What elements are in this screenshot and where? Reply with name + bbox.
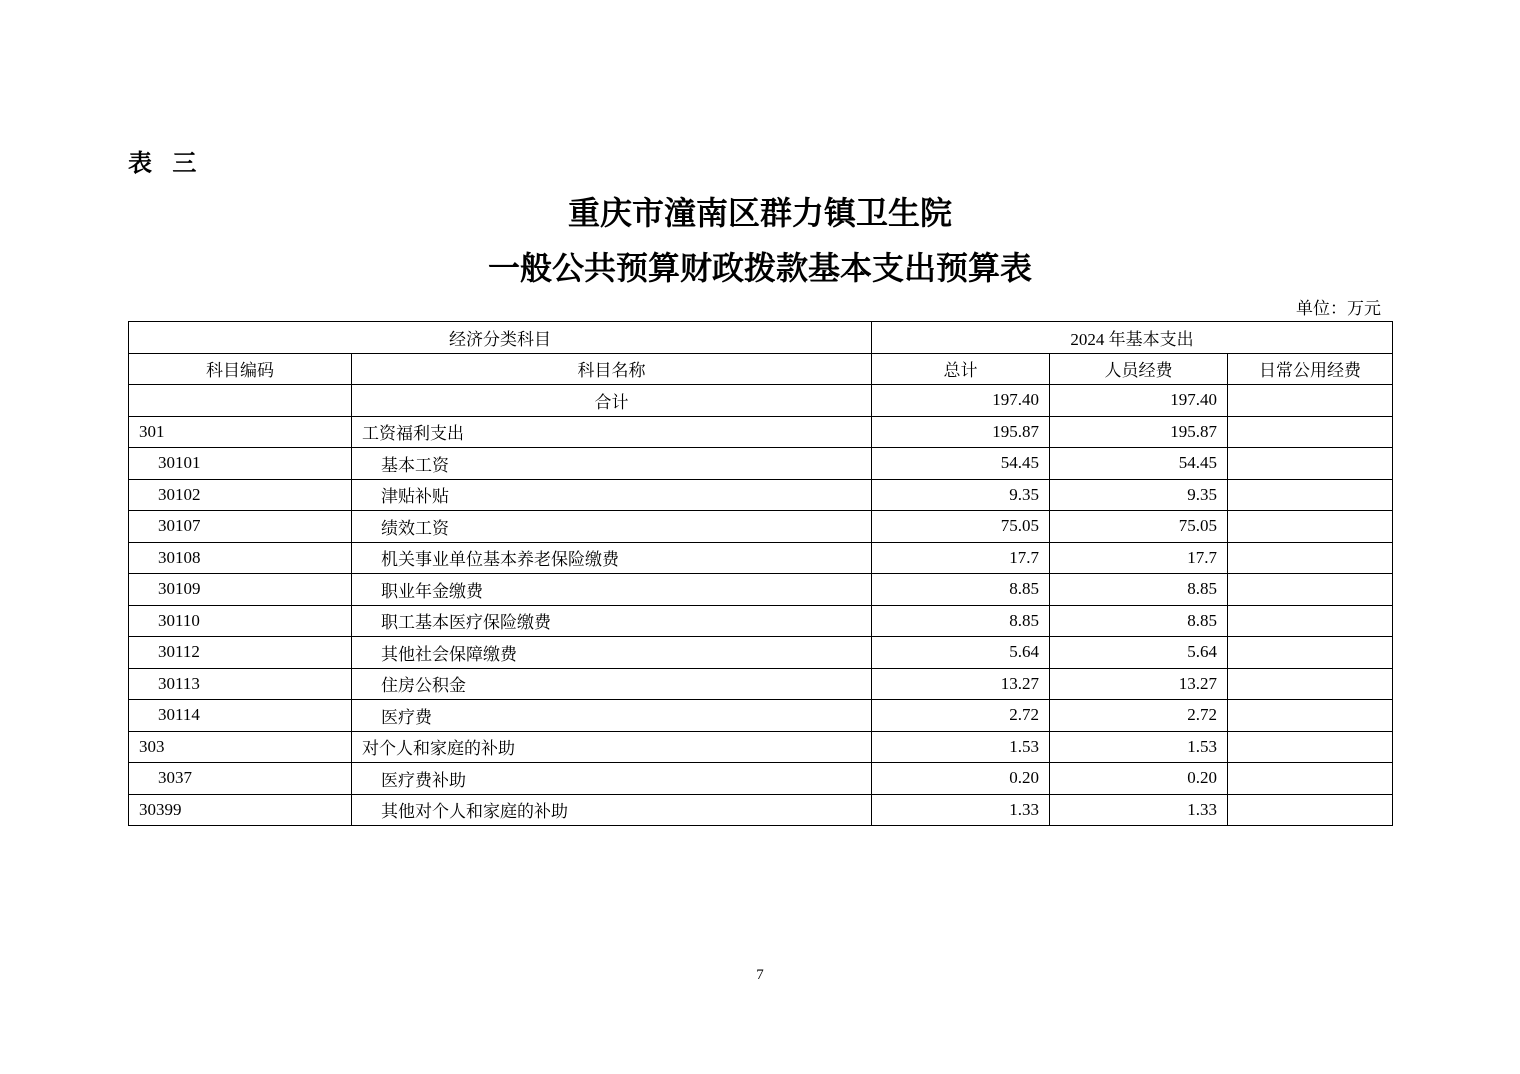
cell-code: 30114 xyxy=(129,700,352,732)
cell-name: 机关事业单位基本养老保险缴费 xyxy=(352,542,872,574)
cell-total: 0.20 xyxy=(872,763,1050,795)
cell-total: 5.64 xyxy=(872,637,1050,669)
cell-personnel: 2.72 xyxy=(1050,700,1228,732)
cell-name: 对个人和家庭的补助 xyxy=(352,731,872,763)
cell-personnel: 0.20 xyxy=(1050,763,1228,795)
cell-total: 1.53 xyxy=(872,731,1050,763)
cell-name: 其他社会保障缴费 xyxy=(352,637,872,669)
table-row xyxy=(129,668,1393,700)
cell-public xyxy=(1228,448,1393,480)
table-row xyxy=(129,479,1393,511)
cell-total: 2.72 xyxy=(872,700,1050,732)
table-row xyxy=(129,574,1393,606)
cell-total: 54.45 xyxy=(872,448,1050,480)
total-total: 197.40 xyxy=(872,385,1050,417)
cell-public xyxy=(1228,605,1393,637)
header-expense-2024: 2024 年基本支出 xyxy=(872,322,1393,354)
cell-personnel: 17.7 xyxy=(1050,542,1228,574)
cell-code: 30108 xyxy=(129,542,352,574)
cell-name: 住房公积金 xyxy=(352,668,872,700)
total-personnel: 197.40 xyxy=(1050,385,1228,417)
table-row xyxy=(129,794,1393,826)
cell-personnel: 54.45 xyxy=(1050,448,1228,480)
cell-name: 津贴补贴 xyxy=(352,479,872,511)
total-code xyxy=(129,385,352,417)
cell-code: 30113 xyxy=(129,668,352,700)
cell-name: 绩效工资 xyxy=(352,511,872,543)
cell-public xyxy=(1228,700,1393,732)
cell-public xyxy=(1228,731,1393,763)
cell-code: 30102 xyxy=(129,479,352,511)
cell-public xyxy=(1228,511,1393,543)
table-row xyxy=(129,637,1393,669)
cell-personnel: 1.33 xyxy=(1050,794,1228,826)
header-name: 科目名称 xyxy=(352,353,872,385)
cell-public xyxy=(1228,637,1393,669)
cell-code: 30112 xyxy=(129,637,352,669)
group-header-row xyxy=(129,322,1393,354)
table-row xyxy=(129,416,1393,448)
cell-total: 17.7 xyxy=(872,542,1050,574)
cell-code: 303 xyxy=(129,731,352,763)
cell-personnel: 8.85 xyxy=(1050,605,1228,637)
table-row xyxy=(129,542,1393,574)
cell-public xyxy=(1228,479,1393,511)
cell-public xyxy=(1228,794,1393,826)
header-code: 科目编码 xyxy=(129,353,352,385)
header-total: 总计 xyxy=(872,353,1050,385)
cell-code: 30399 xyxy=(129,794,352,826)
table-row xyxy=(129,511,1393,543)
cell-personnel: 195.87 xyxy=(1050,416,1228,448)
cell-personnel: 1.53 xyxy=(1050,731,1228,763)
cell-name: 职工基本医疗保险缴费 xyxy=(352,605,872,637)
total-row xyxy=(129,385,1393,417)
cell-name: 医疗费补助 xyxy=(352,763,872,795)
cell-personnel: 5.64 xyxy=(1050,637,1228,669)
total-name: 合计 xyxy=(352,385,872,417)
table-row xyxy=(129,763,1393,795)
header-classification: 经济分类科目 xyxy=(129,322,872,354)
cell-public xyxy=(1228,763,1393,795)
cell-total: 9.35 xyxy=(872,479,1050,511)
cell-public xyxy=(1228,574,1393,606)
table-row xyxy=(129,448,1393,480)
cell-code: 30110 xyxy=(129,605,352,637)
cell-personnel: 13.27 xyxy=(1050,668,1228,700)
table-label: 表 三 xyxy=(128,149,203,177)
cell-name: 基本工资 xyxy=(352,448,872,480)
document-title: 重庆市潼南区群力镇卫生院 xyxy=(567,194,952,232)
cell-code: 30109 xyxy=(129,574,352,606)
header-public: 日常公用经费 xyxy=(1228,353,1393,385)
budget-table xyxy=(128,321,1393,826)
cell-public xyxy=(1228,542,1393,574)
unit-label: 单位：万元 xyxy=(1296,299,1381,318)
cell-code: 30101 xyxy=(129,448,352,480)
cell-total: 75.05 xyxy=(872,511,1050,543)
cell-public xyxy=(1228,416,1393,448)
table-row xyxy=(129,700,1393,732)
cell-public xyxy=(1228,668,1393,700)
cell-personnel: 75.05 xyxy=(1050,511,1228,543)
cell-code: 3037 xyxy=(129,763,352,795)
page-number: 7 xyxy=(756,967,764,983)
cell-total: 8.85 xyxy=(872,574,1050,606)
cell-total: 195.87 xyxy=(872,416,1050,448)
document-subtitle: 一般公共预算财政拨款基本支出预算表 xyxy=(487,249,1032,287)
cell-total: 8.85 xyxy=(872,605,1050,637)
cell-name: 工资福利支出 xyxy=(352,416,872,448)
cell-name: 医疗费 xyxy=(352,700,872,732)
cell-name: 职业年金缴费 xyxy=(352,574,872,606)
column-header-row xyxy=(129,353,1393,385)
cell-code: 301 xyxy=(129,416,352,448)
cell-total: 1.33 xyxy=(872,794,1050,826)
cell-total: 13.27 xyxy=(872,668,1050,700)
table-row xyxy=(129,605,1393,637)
cell-name: 其他对个人和家庭的补助 xyxy=(352,794,872,826)
total-public xyxy=(1228,385,1393,417)
cell-code: 30107 xyxy=(129,511,352,543)
cell-personnel: 8.85 xyxy=(1050,574,1228,606)
cell-personnel: 9.35 xyxy=(1050,479,1228,511)
header-personnel: 人员经费 xyxy=(1050,353,1228,385)
table-row xyxy=(129,731,1393,763)
